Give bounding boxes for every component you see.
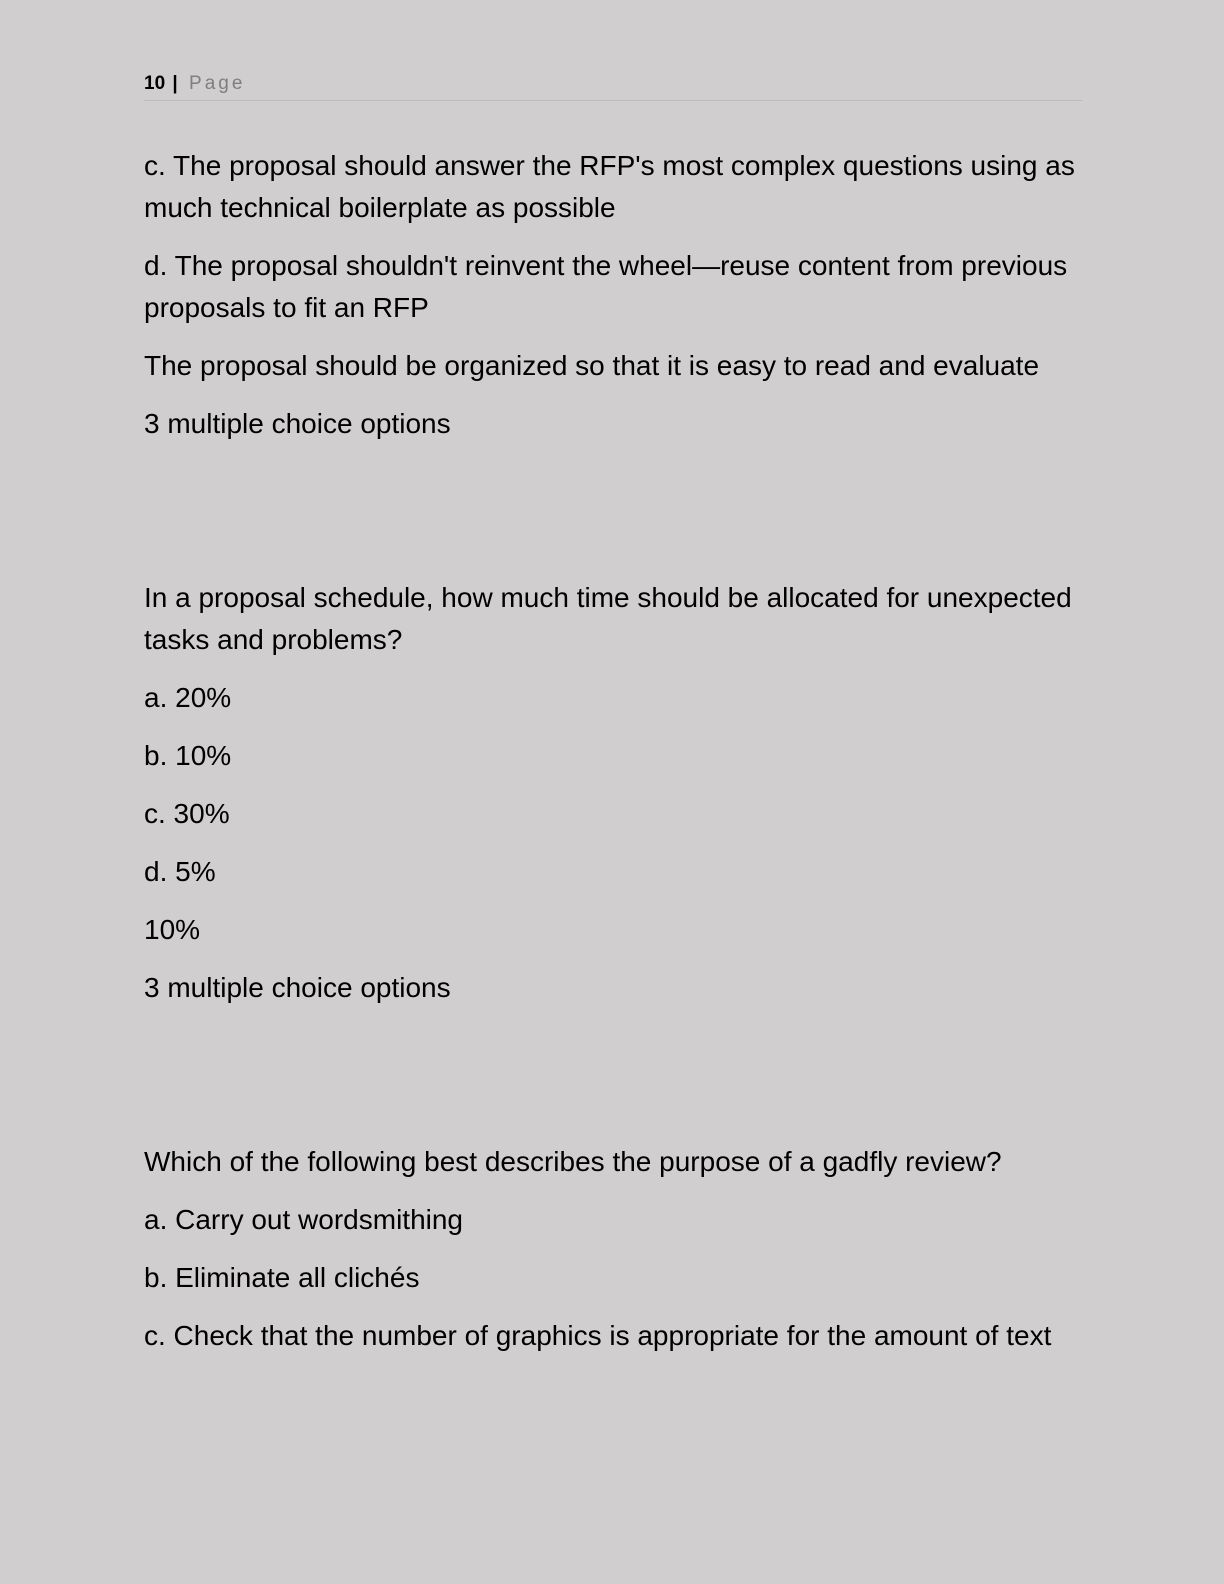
- block-spacer: [144, 1025, 1089, 1141]
- document-body: [144, 145, 1089, 1373]
- answer-text: 10%: [144, 914, 201, 945]
- option-count-note: 3 multiple choice options: [144, 408, 451, 439]
- option-c: c. Check that the number of graphics is appropriate for the amount of text: [144, 1320, 1052, 1351]
- question-text: In a proposal schedule, how much time should be allocated for unexpected tasks and problems?: [144, 582, 1072, 655]
- page-header: [144, 72, 1082, 101]
- option-count-note: 3 multiple choice options: [144, 972, 451, 1003]
- answer-text: The proposal should be organized so that it is easy to read and evaluate: [144, 350, 1040, 381]
- question-block-3: [144, 1141, 1089, 1357]
- block-spacer: [144, 461, 1089, 577]
- question-block-2: [144, 577, 1089, 1009]
- option-c: c. 30%: [144, 798, 230, 829]
- option-a: a. Carry out wordsmithing: [144, 1204, 464, 1235]
- page-label: Page: [189, 73, 246, 94]
- question-text: Which of the following best describes the purpose of a gadfly review?: [144, 1146, 1002, 1177]
- option-d: d. The proposal shouldn't reinvent the wheel—reuse content from previous proposals to fit an RFP: [144, 250, 1068, 323]
- option-d: d. 5%: [144, 856, 216, 887]
- question-block-1: [144, 145, 1089, 445]
- option-c: c. The proposal should answer the RFP's most complex questions using as much technical boilerplate as possible: [144, 150, 1075, 223]
- option-b: b. Eliminate all clichés: [144, 1262, 420, 1293]
- option-a: a. 20%: [144, 682, 232, 713]
- page-number-separator: |: [172, 73, 178, 94]
- page-number: 10: [144, 73, 166, 94]
- option-b: b. 10%: [144, 740, 232, 771]
